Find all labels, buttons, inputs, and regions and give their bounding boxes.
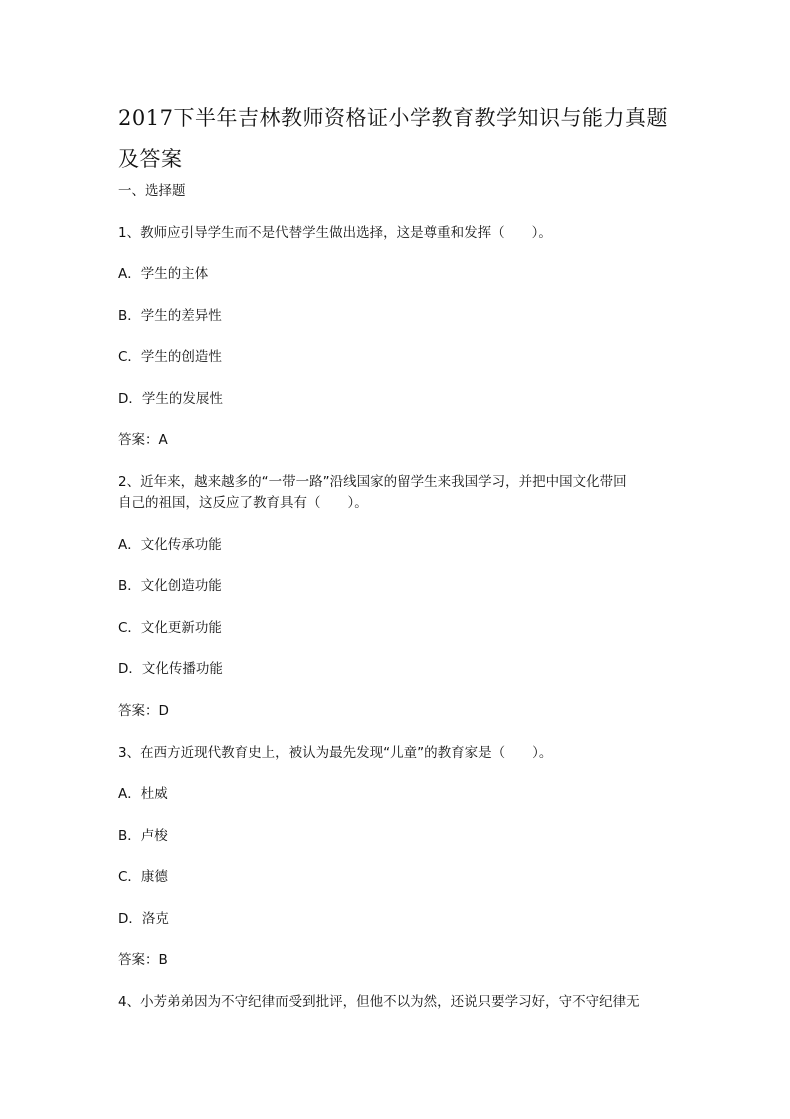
question-1-answer: 答案：A	[118, 432, 168, 448]
question-3-option-b: B．卢梭	[118, 828, 168, 844]
question-3-option-c: C．康德	[118, 869, 168, 885]
document-title-line-1: 2017下半年吉林教师资格证小学教育教学知识与能力真题	[118, 106, 668, 130]
question-3-option-d: D．洛克	[118, 911, 169, 927]
question-1-option-a: A．学生的主体	[118, 266, 209, 282]
document-title-line-2: 及答案	[118, 147, 183, 171]
question-4-stem: 4、小芳弟弟因为不守纪律而受到批评，但他不以为然，还说只要学习好，守不守纪律无	[118, 994, 640, 1010]
question-1-option-d: D．学生的发展性	[118, 391, 223, 407]
question-3-answer: 答案：B	[118, 952, 168, 968]
question-2-answer: 答案：D	[118, 703, 169, 719]
section-heading: 一、选择题	[118, 183, 186, 199]
question-2-option-a: A．文化传承功能	[118, 537, 222, 553]
question-1-option-c: C．学生的创造性	[118, 349, 222, 365]
question-2-option-c: C．文化更新功能	[118, 620, 222, 636]
question-2-option-d: D．文化传播功能	[118, 661, 223, 677]
question-2-stem-line-1: 2、近年来，越来越多的“一带一路”沿线国家的留学生来我国学习，并把中国文化带回	[118, 474, 627, 490]
question-1-stem: 1、教师应引导学生而不是代替学生做出选择，这是尊重和发挥（ ）。	[118, 225, 552, 241]
question-1-option-b: B．学生的差异性	[118, 308, 222, 324]
question-2-option-b: B．文化创造功能	[118, 578, 222, 594]
question-2-stem-line-2: 自己的祖国，这反应了教育具有（ ）。	[118, 495, 368, 511]
question-3-stem: 3、在西方近现代教育史上，被认为最先发现“儿童”的教育家是（ ）。	[118, 745, 553, 761]
question-3-option-a: A．杜威	[118, 786, 168, 802]
